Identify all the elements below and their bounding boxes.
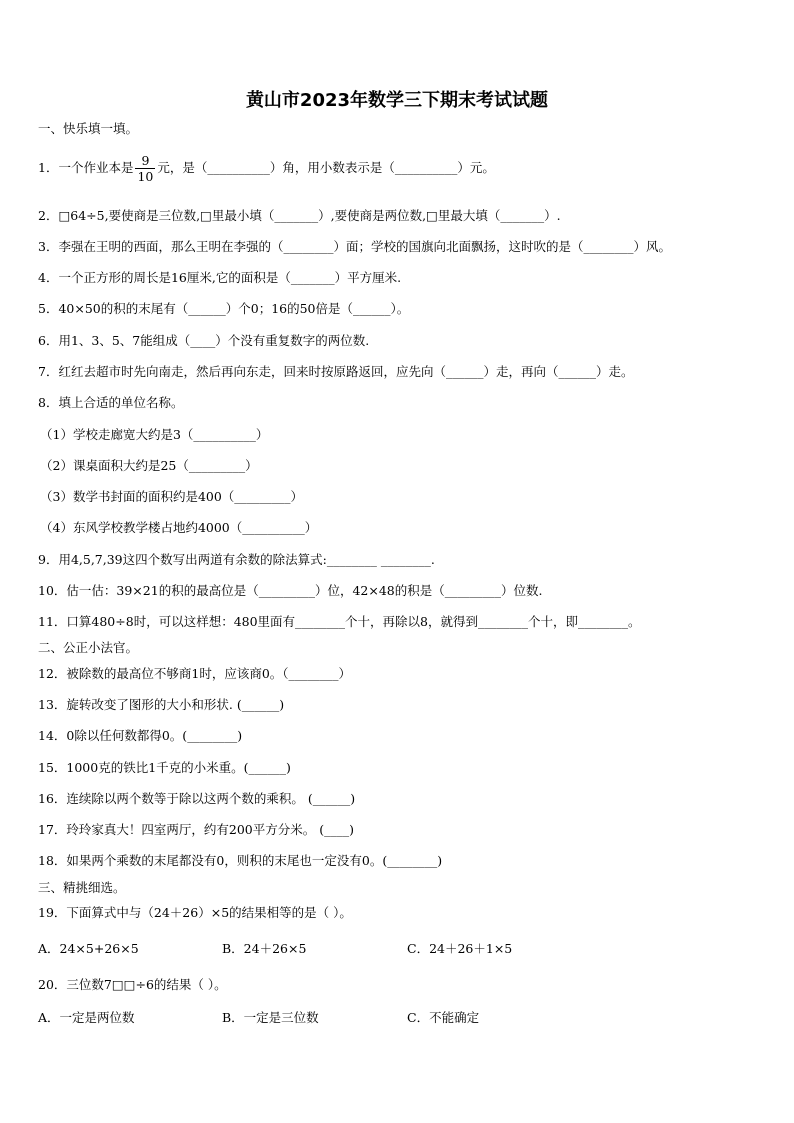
question-8: 8．填上合适的单位名称。 <box>38 395 184 410</box>
question-5: 5．40×50的积的末尾有（______）个0；16的50倍是（______）。 <box>38 301 410 316</box>
fraction-numerator: 9 <box>135 153 155 169</box>
fraction-denominator: 10 <box>137 169 154 184</box>
question-12: 12．被除数的最高位不够商1时，应该商0。（________） <box>38 666 352 681</box>
question-14: 14．0除以任何数都得0。(________) <box>38 728 243 743</box>
question-17: 17．玲玲家真大！四室两厅，约有200平方分米。 (____) <box>38 822 354 837</box>
question-1-prefix: 1．一个作业本是 <box>38 160 134 175</box>
question-19: 19．下面算式中与（24＋26）×5的结果相等的是（ ）。 <box>38 905 352 920</box>
question-11: 11．口算480÷8时，可以这样想：480里面有________个十，再除以8，就得到________个十，即________。 <box>38 614 641 629</box>
question-20: 20．三位数7□□÷6的结果（ ）。 <box>38 977 227 992</box>
question-8-1: （1）学校走廊宽大约是3（__________） <box>40 427 269 442</box>
section-3-heading: 三、精挑细选。 <box>38 880 126 895</box>
question-1-suffix: 元，是（__________）角，用小数表示是（__________）元。 <box>157 160 495 175</box>
question-15: 15．1000克的铁比1千克的小米重。(______) <box>38 760 291 775</box>
section-1-heading: 一、快乐填一填。 <box>38 121 139 136</box>
question-16: 16．连续除以两个数等于除以这两个数的乘积。 (______) <box>38 791 356 806</box>
question-20-option-b: B．一定是三位数 <box>222 1010 319 1025</box>
question-3: 3．李强在王明的西面，那么王明在李强的（________）面；学校的国旗向北面飘扬，这时吹的是（________）风。 <box>38 239 671 254</box>
question-2: 2．□64÷5,要使商是三位数,□里最小填（_______）,要使商是两位数,□里最大填（_______）. <box>38 208 561 223</box>
question-18: 18．如果两个乘数的末尾都没有0，则积的末尾也一定没有0。(________) <box>38 853 443 868</box>
section-2-heading: 二、公正小法官。 <box>38 640 139 655</box>
question-19-option-c: C．24＋26＋1×5 <box>407 941 513 956</box>
question-20-option-c: C．不能确定 <box>407 1010 480 1025</box>
page-title: 黄山市2023年数学三下期末考试试题 <box>245 90 549 111</box>
question-13: 13．旋转改变了图形的大小和形状. (______) <box>38 697 285 712</box>
question-9: 9．用4,5,7,39这四个数写出两道有余数的除法算式:________ ________. <box>38 552 435 567</box>
question-8-2: （2）课桌面积大约是25（_________） <box>40 458 258 473</box>
question-19-option-b: B．24＋26×5 <box>222 941 307 956</box>
question-8-3: （3）数学书封面的面积约是400（_________） <box>40 489 304 504</box>
question-6: 6．用1、3、5、7能组成（____）个没有重复数字的两位数. <box>38 333 370 348</box>
question-4: 4．一个正方形的周长是16厘米,它的面积是（_______）平方厘米. <box>38 270 402 285</box>
question-20-option-a: A．一定是两位数 <box>38 1010 135 1025</box>
question-8-4: （4）东风学校教学楼占地约4000（__________） <box>40 520 318 535</box>
question-19-option-a: A．24×5+26×5 <box>38 941 139 956</box>
question-7: 7．红红去超市时先向南走，然后再向东走，回来时按原路返回，应先向（______）走，再向（______）走。 <box>38 364 634 379</box>
fraction <box>135 153 155 184</box>
question-10: 10．估一估：39×21的积的最高位是（_________）位，42×48的积是（_________）位数. <box>38 583 543 598</box>
question-1 <box>38 153 495 184</box>
